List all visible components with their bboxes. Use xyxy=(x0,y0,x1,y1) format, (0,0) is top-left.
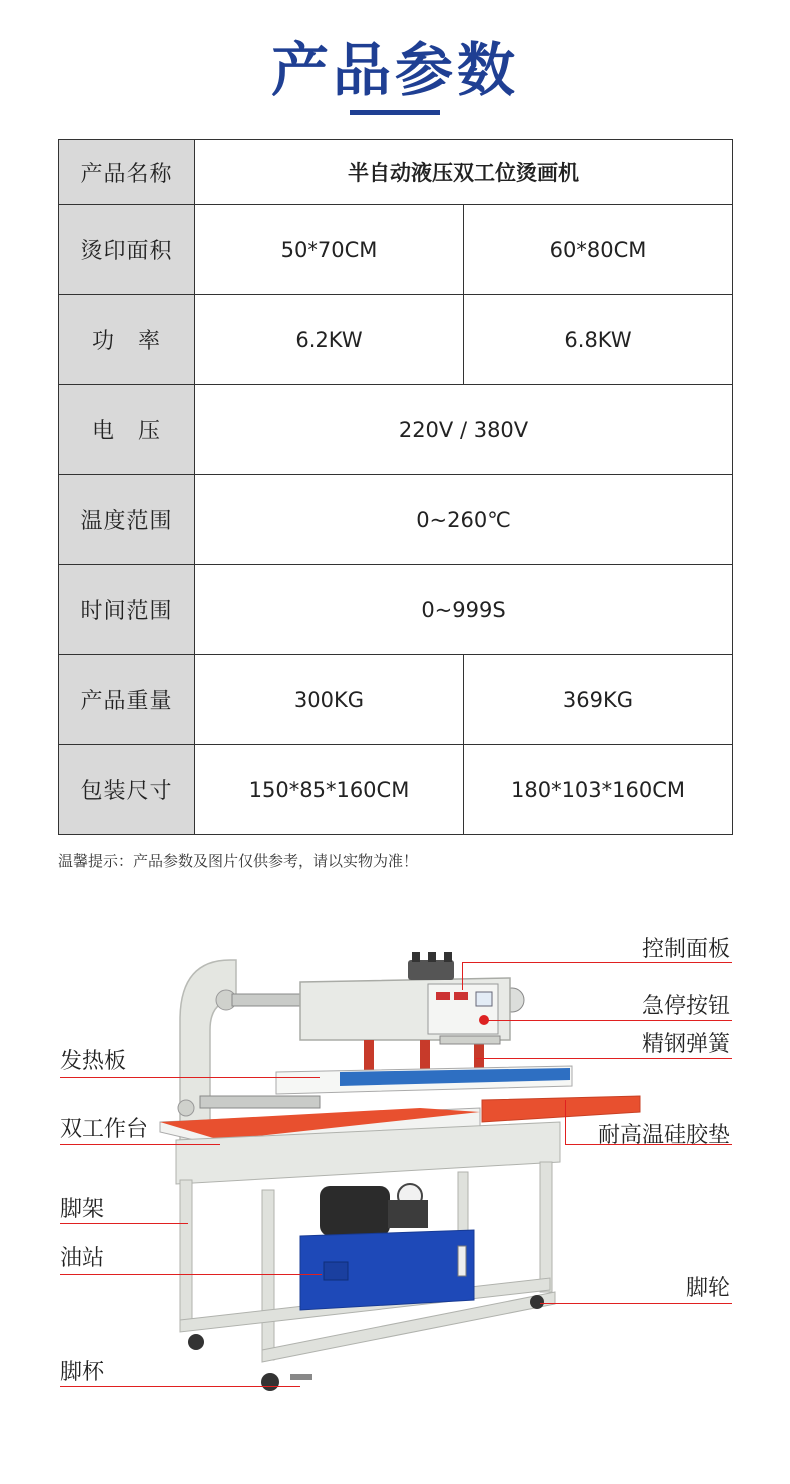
leader-caster xyxy=(540,1303,732,1304)
spec-value-area-b: 60*80CM xyxy=(464,205,733,295)
spec-label-power: 功 率 xyxy=(59,295,195,385)
leader-stand xyxy=(60,1223,188,1224)
machine-diagram xyxy=(0,900,790,1484)
spec-value-package-a: 150*85*160CM xyxy=(195,745,464,835)
spec-label-area: 烫印面积 xyxy=(59,205,195,295)
label-oil-station: 油站 xyxy=(60,1246,105,1271)
spec-label-package: 包装尺寸 xyxy=(59,745,195,835)
leader-foot-cup xyxy=(60,1386,300,1387)
page-title: 产品参数 xyxy=(270,36,519,104)
spec-label-time: 时间范围 xyxy=(59,565,195,655)
spec-label-voltage: 电 压 xyxy=(59,385,195,475)
label-dual-station: 双工作台 xyxy=(60,1117,149,1142)
leader-heating-plate xyxy=(60,1077,320,1078)
spec-value-product-name: 半自动液压双工位烫画机 xyxy=(195,140,733,205)
label-stand: 脚架 xyxy=(60,1197,105,1222)
spec-table xyxy=(58,139,733,835)
label-silicone-pad: 耐高温硅胶垫 xyxy=(597,1123,730,1148)
disclaimer-note: 温馨提示：产品参数及图片仅供参考，请以实物为准！ xyxy=(58,852,419,870)
spec-value-power-a: 6.2KW xyxy=(195,295,464,385)
table-row xyxy=(59,655,733,745)
spec-value-voltage: 220V / 380V xyxy=(195,385,733,475)
spec-value-temperature: 0~260℃ xyxy=(195,475,733,565)
table-row xyxy=(59,140,733,205)
leader-steel-spring xyxy=(476,1058,732,1059)
title-underline xyxy=(350,110,440,115)
machine-illustration xyxy=(0,900,790,1484)
label-foot-cup: 脚杯 xyxy=(60,1360,105,1385)
table-row xyxy=(59,385,733,475)
table-row xyxy=(59,745,733,835)
label-heating-plate: 发热板 xyxy=(60,1049,127,1074)
table-row xyxy=(59,475,733,565)
spec-value-weight-b: 369KG xyxy=(464,655,733,745)
leader-dual-station xyxy=(60,1144,220,1145)
leader-control-panel-drop xyxy=(462,962,463,990)
table-row xyxy=(59,565,733,655)
spec-label-product-name: 产品名称 xyxy=(59,140,195,205)
spec-label-temperature: 温度范围 xyxy=(59,475,195,565)
page-header xyxy=(0,30,790,110)
leader-oil-station xyxy=(60,1274,322,1275)
spec-value-area-a: 50*70CM xyxy=(195,205,464,295)
table-row xyxy=(59,295,733,385)
label-control-panel: 控制面板 xyxy=(641,937,730,962)
label-steel-spring: 精钢弹簧 xyxy=(641,1032,730,1057)
spec-label-weight: 产品重量 xyxy=(59,655,195,745)
label-caster: 脚轮 xyxy=(685,1276,730,1301)
spec-value-power-b: 6.8KW xyxy=(464,295,733,385)
spec-value-package-b: 180*103*160CM xyxy=(464,745,733,835)
table-row xyxy=(59,205,733,295)
spec-value-weight-a: 300KG xyxy=(195,655,464,745)
label-emergency-stop: 急停按钮 xyxy=(641,994,730,1019)
leader-emergency-stop xyxy=(488,1020,732,1021)
leader-silicone-pad-rise xyxy=(565,1100,566,1144)
spec-value-time: 0~999S xyxy=(195,565,733,655)
